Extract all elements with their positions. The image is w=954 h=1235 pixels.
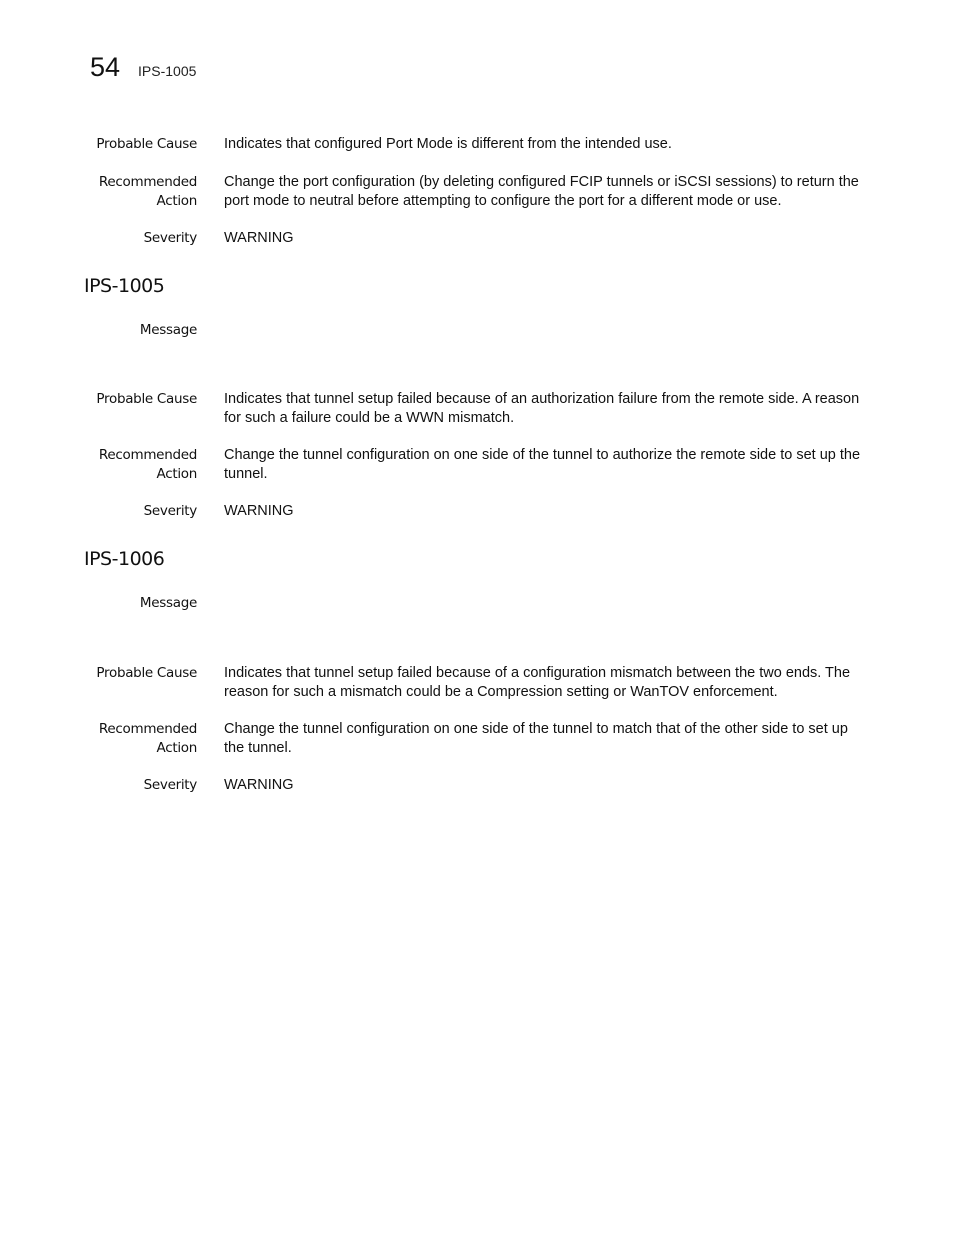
recommended-action-label-line1: Recommended	[98, 174, 197, 190]
recommended-action-text: Change the port configuration (by deleting configured FCIP tunnels or iSCSI sessions) to return the port mode to neutral before attempting to configure the port for a different mode or use.	[224, 174, 859, 209]
recommended-action-label-line1: Recommended	[98, 721, 197, 737]
recommended-action-text: Change the tunnel configuration on one side of the tunnel to match that of the other side to set up the tunnel.	[224, 721, 848, 756]
probable-cause-text: Indicates that configured Port Mode is different from the intended use.	[224, 136, 672, 152]
message-label: Message	[139, 322, 197, 338]
severity-value: WARNING	[224, 503, 294, 519]
message-label: Message	[139, 595, 197, 611]
section-heading-ips-1005: IPS-1005	[84, 275, 165, 297]
probable-cause-label: Probable Cause	[96, 665, 197, 681]
recommended-action-label	[77, 446, 197, 484]
probable-cause-label: Probable Cause	[96, 391, 197, 407]
severity-value: WARNING	[224, 230, 294, 246]
recommended-action-label-line2: Action	[156, 193, 197, 209]
chapter-number: 54	[90, 52, 121, 82]
recommended-action-label	[77, 173, 197, 211]
severity-value: WARNING	[224, 777, 294, 793]
probable-cause-text: Indicates that tunnel setup failed because of an authorization failure from the remote side. A reason for such a failure could be a WWN mismatch.	[224, 391, 860, 426]
recommended-action-label-line2: Action	[156, 740, 197, 756]
probable-cause-label: Probable Cause	[96, 136, 197, 152]
recommended-action-label-line1: Recommended	[98, 447, 197, 463]
section-heading-ips-1006: IPS-1006	[84, 548, 165, 570]
running-title: IPS-1005	[138, 63, 197, 79]
page-header	[90, 54, 196, 90]
recommended-action-text: Change the tunnel configuration on one side of the tunnel to authorize the remote side to set up the tunnel.	[224, 447, 861, 482]
recommended-action-label-line2: Action	[156, 466, 197, 482]
severity-label: Severity	[143, 777, 197, 793]
severity-label: Severity	[143, 230, 197, 246]
probable-cause-text: Indicates that tunnel setup failed because of a configuration mismatch between the two ends. The reason for such a mismatch could be a Compression setting or WanTOV enforcement.	[224, 665, 851, 700]
severity-label: Severity	[143, 503, 197, 519]
recommended-action-label	[77, 720, 197, 758]
